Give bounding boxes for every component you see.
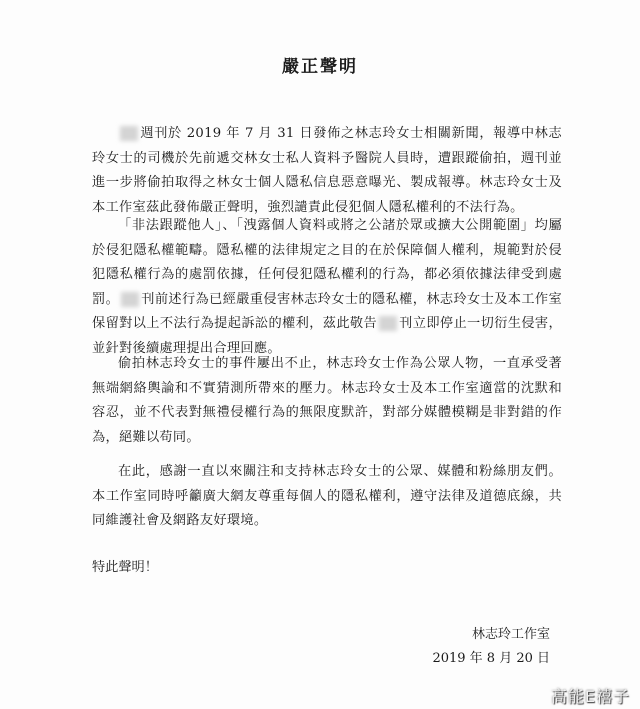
paragraph-2-text-b: 刊前述行為已經嚴重侵害林志玲女士的隱私權，林志玲女士及本工作室保留對以上不法行為提起訴訟的權利，茲此敬告 xyxy=(92,291,562,331)
signature-block xyxy=(420,623,550,671)
paragraph-3: 偷拍林志玲女士的事件屢出不止，林志玲女士作為公眾人物，一直承受著無端網絡輿論和不實猜測所帶來的壓力。林志玲女士及本工作室適當的沈默和容忍，並不代表對無禮侵權行為的無限度默許，對部分媒體模糊是非對錯的作為，絕難以苟同。 xyxy=(92,356,562,445)
redacted-blur xyxy=(120,126,138,141)
paragraph-4: 在此，感謝一直以來關注和支持林志玲女士的公眾、媒體和粉絲朋友們。本工作室同時呼籲廣大網友尊重每個人的隱私權利，遵守法律及道德底線，共同維護社會及網路友好環境。 xyxy=(92,464,562,528)
signature-date: 2019 年 8 月 20 日 xyxy=(432,651,550,666)
paragraph-2-text-a: 「非法跟蹤他人」、「洩露個人資料或將之公諸於眾或擴大公開範圍」均屬於侵犯隱私權範疇。隱私權的法律規定之目的在於保障個人權利，規範對於侵犯隱私權行為的處罰依據，任何侵犯隱私權利的行為，都必須依據法律受到處罰。 xyxy=(92,218,562,307)
paragraph-1 xyxy=(92,122,562,220)
document-title: 嚴正聲明 xyxy=(282,57,358,77)
signature-name: 林志玲工作室 xyxy=(471,627,550,642)
redacted-blur xyxy=(379,316,397,331)
redacted-blur xyxy=(121,292,139,307)
paragraph-1-text: 週刊於 2019 年 7 月 31 日發佈之林志玲女士相關新聞，報導中林志玲女士的司機於先前遞交林女士私人資料予醫院人員時，遭跟蹤偷拍，週刊並進一步將偷拍取得之林女士個人隱私信息惡意曝光、製成報導。林志玲女士及本工作室茲此發佈嚴正聲明，強烈譴責此侵犯個人隱私權利的不法行為。 xyxy=(92,126,562,215)
paragraph-2-text-c: 刊立即停止一切衍生侵害，並針對後續處理提出合理回應。 xyxy=(92,316,562,356)
paragraph-2 xyxy=(92,214,562,361)
watermark-text: 高能E禧子 xyxy=(550,687,630,706)
closing-line: 特此聲明！ xyxy=(92,560,158,575)
